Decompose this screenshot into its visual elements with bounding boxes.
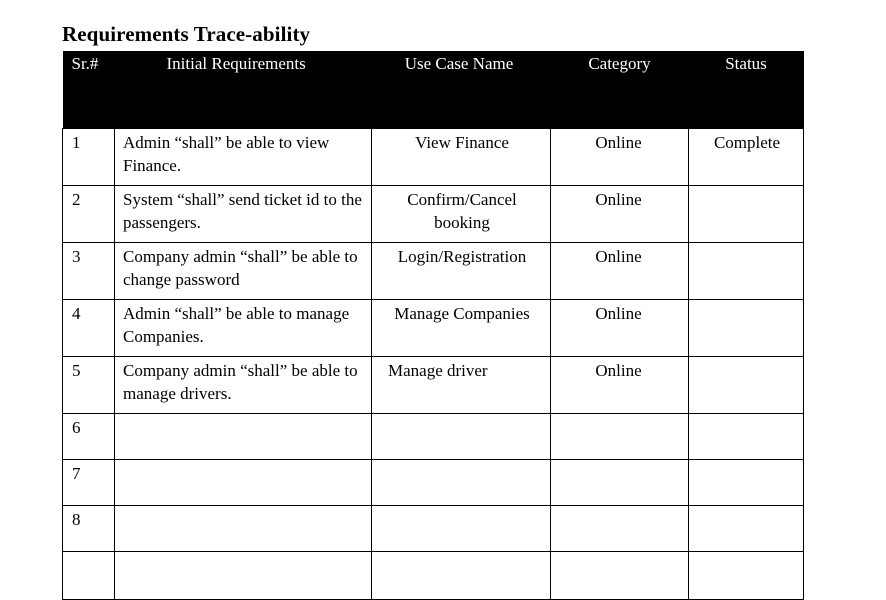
table-body — [63, 129, 804, 600]
traceability-table — [62, 51, 804, 600]
cell-category: Online — [551, 357, 689, 414]
cell-use-case: Manage driver — [372, 357, 551, 414]
cell-sr: 1 — [63, 129, 115, 186]
cell-requirement: Admin “shall” be able to manage Companies. — [115, 300, 372, 357]
cell-use-case: Confirm/Cancel booking — [372, 186, 551, 243]
table-header — [63, 51, 804, 129]
cell-use-case — [372, 552, 551, 600]
header-sr: Sr.# — [63, 51, 115, 129]
cell-category — [551, 506, 689, 552]
cell-sr: 3 — [63, 243, 115, 300]
cell-use-case: Manage Companies — [372, 300, 551, 357]
cell-sr: 6 — [63, 414, 115, 460]
header-row — [63, 51, 804, 129]
cell-requirement: Admin “shall” be able to view Finance. — [115, 129, 372, 186]
cell-requirement — [115, 552, 372, 600]
cell-sr: 2 — [63, 186, 115, 243]
cell-status — [689, 300, 804, 357]
table-row — [63, 506, 804, 552]
cell-status: Complete — [689, 129, 804, 186]
cell-requirement — [115, 414, 372, 460]
cell-sr: 8 — [63, 506, 115, 552]
table-row — [63, 243, 804, 300]
table-row — [63, 129, 804, 186]
cell-requirement: System “shall” send ticket id to the passengers. — [115, 186, 372, 243]
table-row — [63, 300, 804, 357]
cell-status — [689, 460, 804, 506]
cell-requirement: Company admin “shall” be able to manage drivers. — [115, 357, 372, 414]
cell-use-case — [372, 414, 551, 460]
cell-category — [551, 552, 689, 600]
cell-status — [689, 552, 804, 600]
cell-status — [689, 243, 804, 300]
cell-status — [689, 414, 804, 460]
cell-use-case: View Finance — [372, 129, 551, 186]
cell-sr: 5 — [63, 357, 115, 414]
cell-use-case — [372, 506, 551, 552]
cell-category — [551, 460, 689, 506]
cell-category: Online — [551, 300, 689, 357]
cell-sr — [63, 552, 115, 600]
table-row — [63, 552, 804, 600]
cell-sr: 4 — [63, 300, 115, 357]
cell-use-case — [372, 460, 551, 506]
cell-use-case: Login/Registration — [372, 243, 551, 300]
cell-category: Online — [551, 186, 689, 243]
header-initial-requirements: Initial Requirements — [115, 51, 372, 129]
header-category: Category — [551, 51, 689, 129]
header-use-case-name: Use Case Name — [372, 51, 551, 129]
table-row — [63, 414, 804, 460]
cell-status — [689, 357, 804, 414]
cell-status — [689, 506, 804, 552]
cell-sr: 7 — [63, 460, 115, 506]
document-title: Requirements Trace-ability — [62, 22, 311, 46]
table-row — [63, 460, 804, 506]
cell-requirement — [115, 506, 372, 552]
cell-category: Online — [551, 129, 689, 186]
table-row — [63, 357, 804, 414]
cell-status — [689, 186, 804, 243]
header-status: Status — [689, 51, 804, 129]
cell-requirement: Company admin “shall” be able to change password — [115, 243, 372, 300]
cell-requirement — [115, 460, 372, 506]
cell-category — [551, 414, 689, 460]
table-row — [63, 186, 804, 243]
cell-category: Online — [551, 243, 689, 300]
